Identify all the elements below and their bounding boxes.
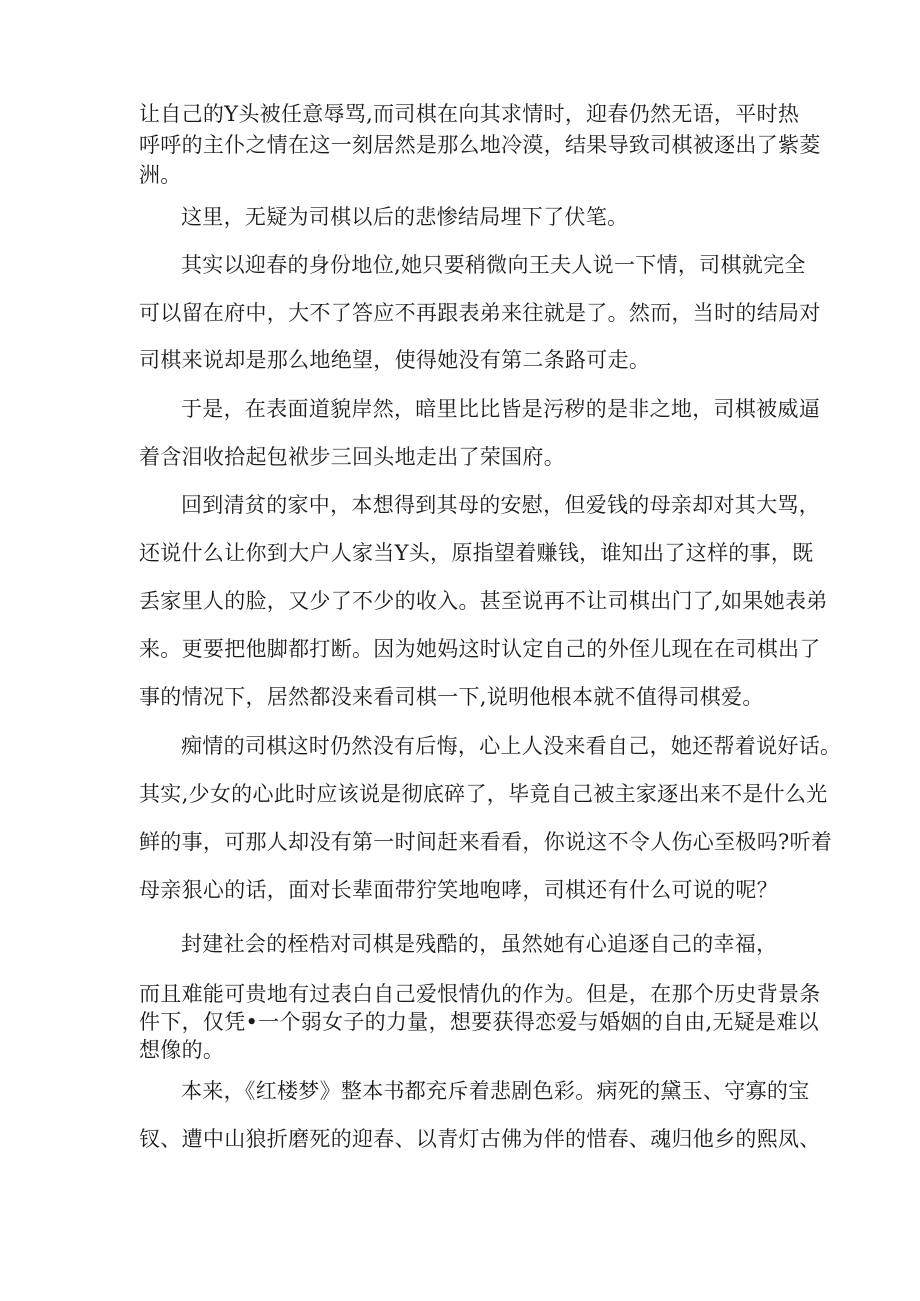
text-line: 想像的。	[139, 1038, 225, 1062]
text-line: 还说什么让你到大户人家当Y头，原指望着赚钱，谁知出了这样的事，既	[139, 541, 814, 565]
text-line: 而且难能可贵地有过表白自己爱恨情仇的作为。但是，在那个历史背景条	[139, 982, 821, 1006]
text-line: 这里，无疑为司棋以后的悲惨结局埋下了伏笔。	[181, 205, 629, 229]
text-line: 可以留在府中，大不了答应不再跟表弟来往就是了。然而，当时的结局对	[139, 301, 821, 325]
text-line: 来。更要把他脚都打断。因为她妈这时认定自己的外侄儿现在在司棋出了	[139, 637, 821, 661]
text-line: 事的情况下，居然都没来看司棋一下,说明他根本就不值得司棋爱。	[139, 685, 764, 709]
text-line: 钗、遭中山狼折磨死的迎春、以青灯古佛为伴的惜春、魂归他乡的熙凤、	[139, 1127, 821, 1151]
text-line: 让自己的Y头被任意辱骂,而司棋在向其求情时，迎春仍然无语，平时热	[139, 102, 800, 126]
text-line: 回到清贫的家中，本想得到其母的安慰，但爱钱的母亲却对其大骂，	[181, 493, 820, 517]
text-line: 痴情的司棋这时仍然没有后悔，心上人没来看自己，她还帮着说好话。	[181, 734, 842, 758]
text-line: 其实以迎春的身份地位,她只要稍微向王夫人说一下情，司棋就完全	[181, 253, 806, 277]
text-line: 丢家里人的脸，又少了不少的收入。甚至说再不让司棋出门了,如果她表弟	[139, 589, 828, 613]
text-line: 本来，《红楼梦》整本书都充斥着悲剧色彩。病死的黛玉、守寡的宝	[181, 1079, 810, 1103]
text-line: 司棋来说却是那么地绝望，使得她没有第二条路可走。	[139, 348, 651, 372]
text-line: 着含泪收拾起包袱步三回头地走出了荣国府。	[139, 445, 565, 469]
text-line: 鲜的事，可那人却没有第一时间赶来看看，你说这不令人伤心至极吗?听着	[139, 830, 833, 854]
text-line: 封建社会的桎梏对司棋是残酷的，虽然她有心追逐自己的幸福，	[181, 932, 778, 956]
text-line: 件下，仅凭•一个弱女子的力量，想要获得恋爱与婚姻的自由,无疑是难以	[139, 1010, 819, 1034]
text-line: 洲。	[139, 163, 182, 187]
text-line: 其实,少女的心此时应该说是彻底碎了，毕竟自己被主家逐出来不是什么光	[139, 782, 828, 806]
text-line: 于是，在表面道貌岸然，暗里比比皆是污秽的是非之地，司棋被威逼	[181, 397, 820, 421]
text-line: 呼呼的主仆之情在这一刻居然是那么地冷漠，结果导致司棋被逐出了紫菱	[139, 133, 821, 157]
text-line: 母亲狠心的话，面对长辈面带狞笑地咆哮，司棋还有什么可说的呢？	[139, 878, 778, 902]
